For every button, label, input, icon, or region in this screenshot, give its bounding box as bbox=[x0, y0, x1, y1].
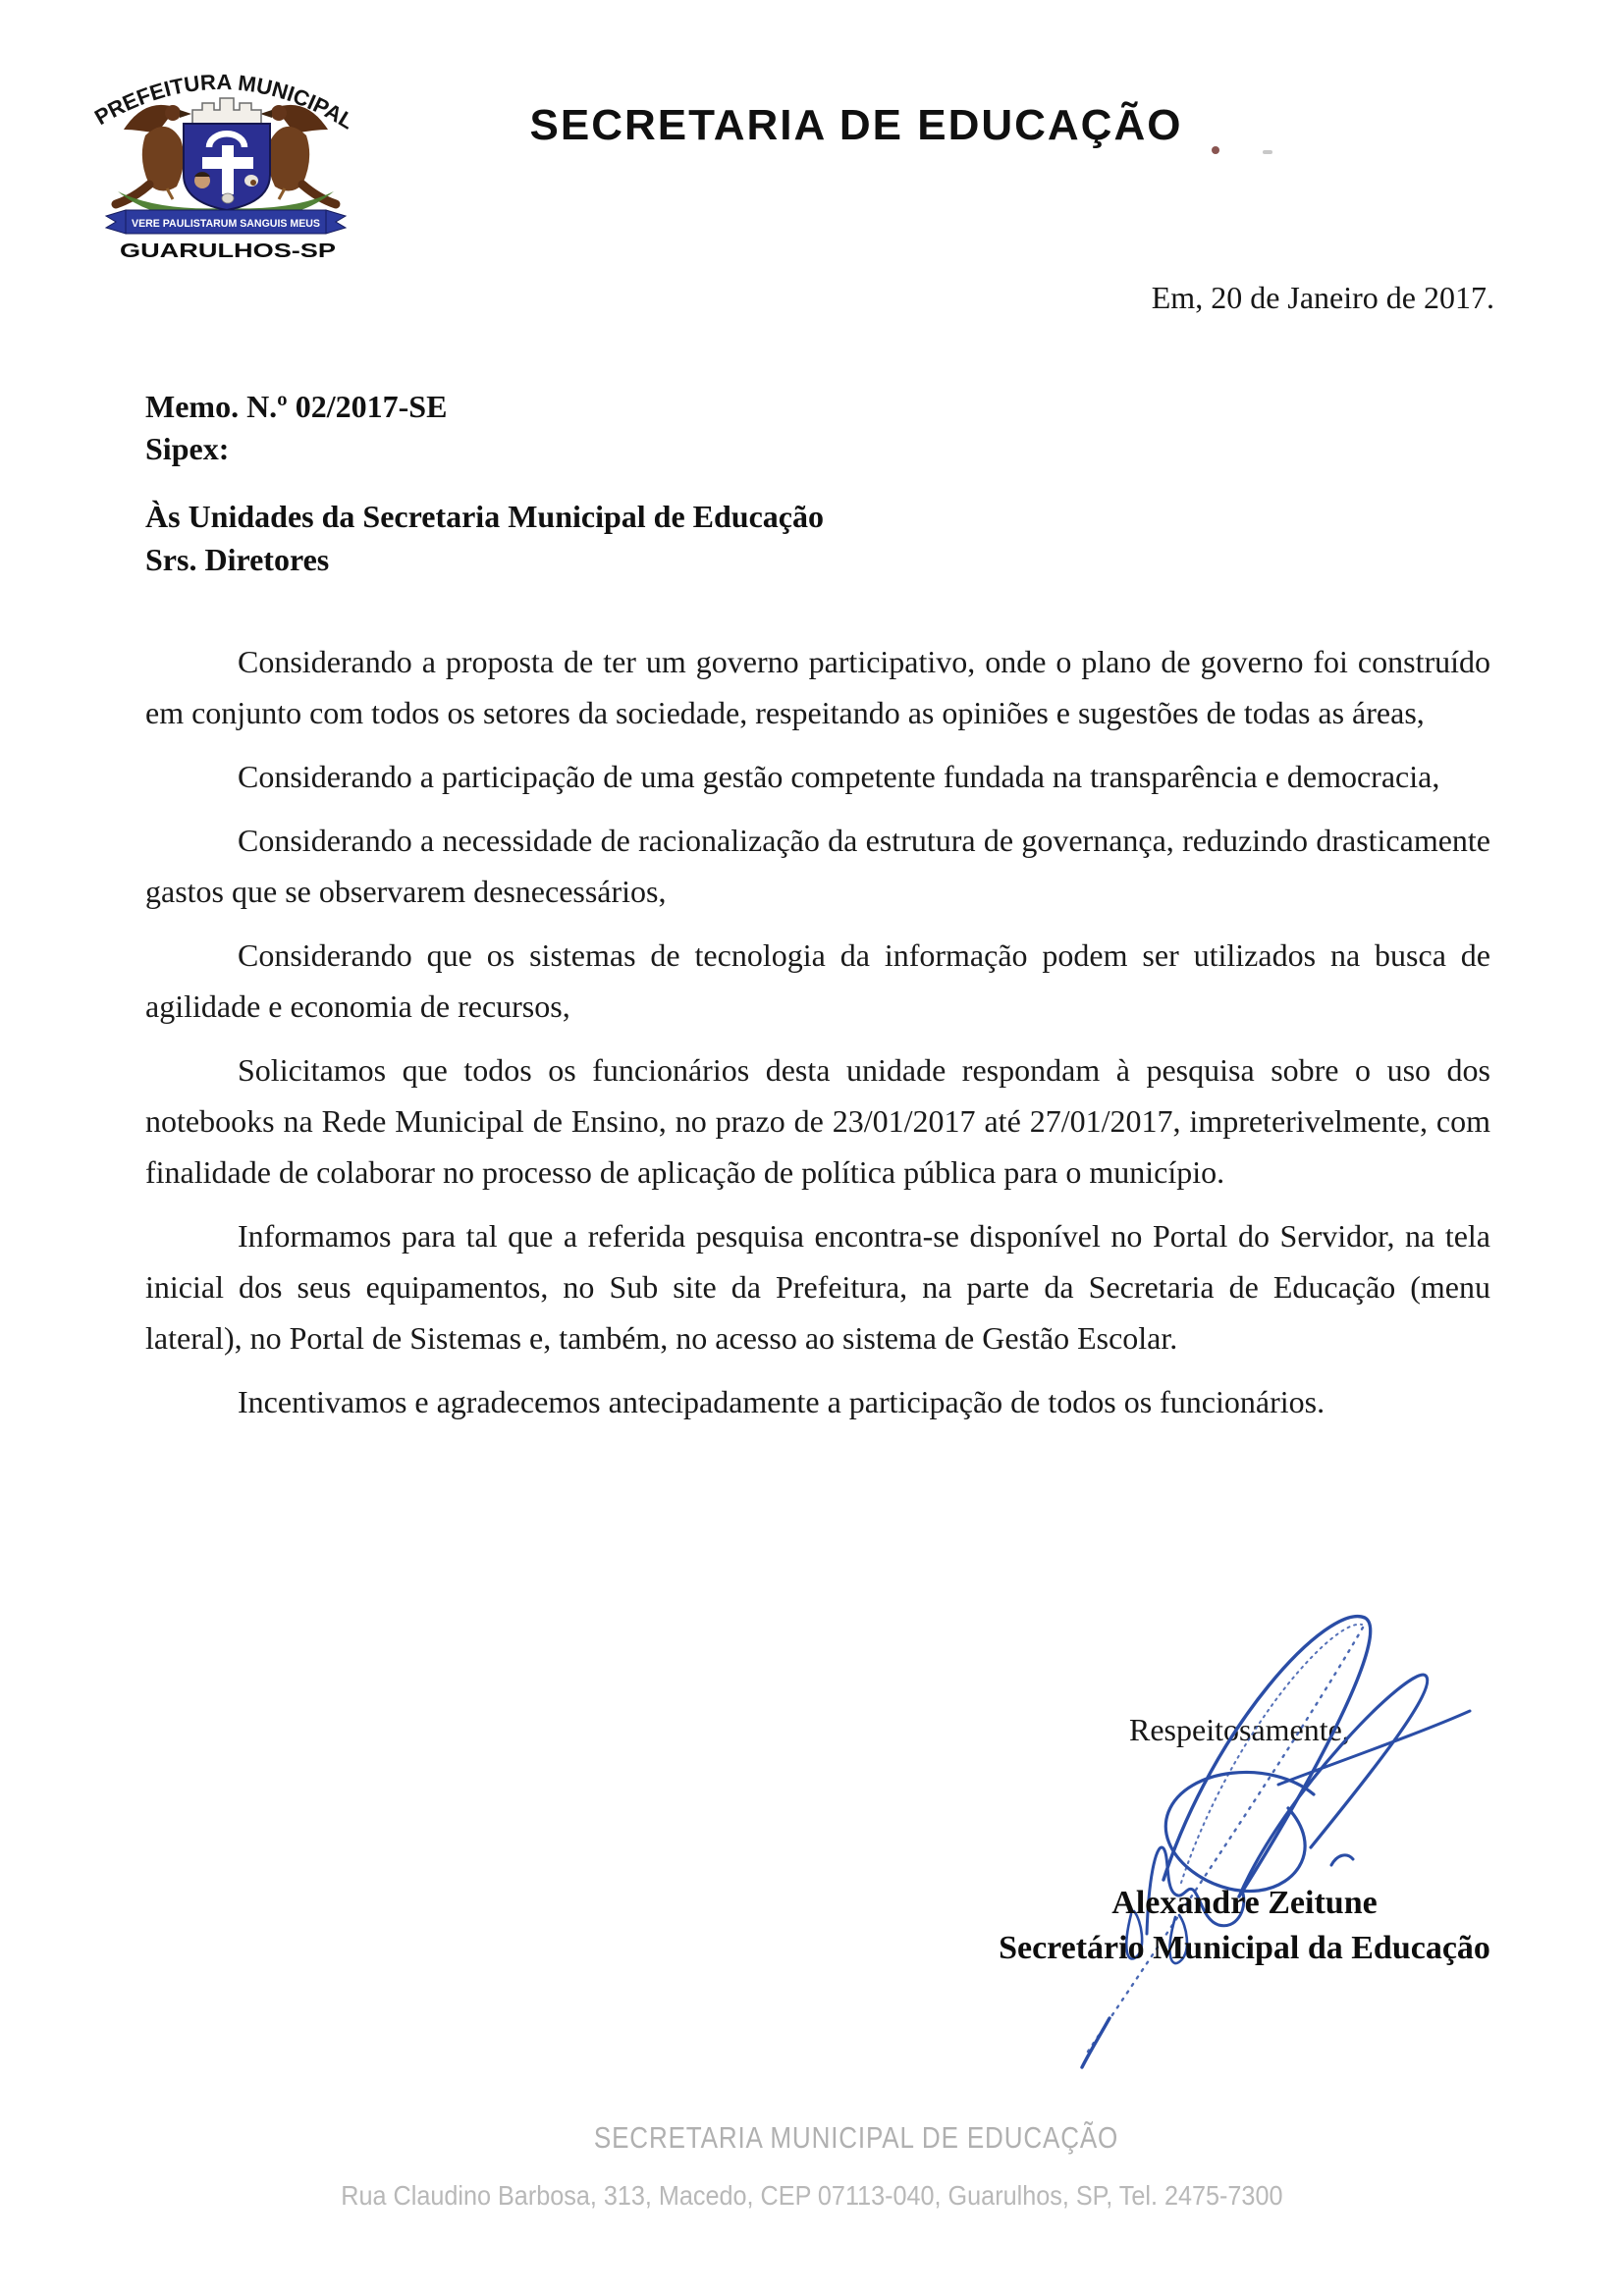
coat-of-arms bbox=[88, 51, 363, 269]
memo-number: Memo. N.º 02/2017-SE bbox=[145, 389, 448, 424]
footer-org-line: SECRETARIA MUNICIPAL DE EDUCAÇÃO bbox=[594, 2120, 1119, 2155]
closing-salutation: Respeitosamente, bbox=[1129, 1712, 1350, 1747]
page-title: SECRETARIA DE EDUCAÇÃO bbox=[529, 101, 1183, 149]
logo-banner-text: VERE PAULISTARUM SANGUIS MEUS bbox=[132, 218, 320, 230]
body-paragraph: Considerando a participação de uma gestão competente fundada na transparência e democracia, bbox=[238, 759, 1440, 794]
municipal-logo bbox=[88, 51, 363, 269]
body-paragraph: Considerando a proposta de ter um governo participativo, onde o plano de governo foi construído em conjunto com todos os setores da sociedade, respeitando as opiniões e sugestões de todas as áreas, bbox=[145, 644, 1490, 730]
body-paragraph: Solicitamos que todos os funcionários desta unidade respondam à pesquisa sobre o uso dos notebooks na Rede Municipal de Ensino, no prazo de 23/01/2017 até 27/01/2017, impreterivelmente, com finalidade de colaborar no processo de aplicação de política pública para o município. bbox=[145, 1052, 1490, 1190]
date-line: Em, 20 de Janeiro de 2017. bbox=[1151, 280, 1494, 315]
footer-address-line: Rua Claudino Barbosa, 313, Macedo, CEP 07113-040, Guarulhos, SP, Tel. 2475-7300 bbox=[340, 2180, 1283, 2211]
signatory-name: Alexandre Zeitune bbox=[1111, 1885, 1378, 1921]
letter-body bbox=[145, 636, 1490, 1440]
body-paragraph: Informamos para tal que a referida pesquisa encontra-se disponível no Portal do Servidor, na tela inicial dos seus equipamentos, no Sub site da Prefeitura, na parte da Secretaria de Educação (menu lateral), no Portal de Sistemas e, também, no acesso ao sistema de Gestão Escolar. bbox=[145, 1218, 1490, 1356]
scan-speck-icon bbox=[1263, 150, 1272, 154]
motto-banner bbox=[106, 210, 346, 234]
memo-header bbox=[145, 386, 447, 470]
signatory-block bbox=[987, 1881, 1502, 1971]
scan-speck-icon bbox=[1212, 146, 1219, 154]
logo-city-text: GUARULHOS-SP bbox=[120, 240, 336, 262]
recipient-line: Às Unidades da Secretaria Municipal de Educação bbox=[145, 499, 824, 534]
handwritten-signature-ink bbox=[1021, 1590, 1492, 2101]
logo-arch-text: PREFEITURA MUNICIPAL bbox=[90, 69, 358, 134]
left-bird-supporter bbox=[116, 105, 191, 204]
recipients-block bbox=[145, 495, 824, 581]
body-paragraph: Incentivamos e agradecemos antecipadamente a participação de todos os funcionários. bbox=[238, 1384, 1325, 1419]
body-paragraph: Considerando a necessidade de racionalização da estrutura de governança, reduzindo drasticamente gastos que se observarem desnecessários, bbox=[145, 823, 1490, 909]
recipient-line: Srs. Diretores bbox=[145, 542, 330, 577]
signatory-role: Secretário Municipal da Educação bbox=[999, 1930, 1490, 1966]
memo-sipex: Sipex: bbox=[145, 431, 230, 466]
shield bbox=[184, 124, 270, 210]
body-paragraph: Considerando que os sistemas de tecnologia da informação podem ser utilizados na busca de agilidade e economia de recursos, bbox=[145, 937, 1490, 1024]
